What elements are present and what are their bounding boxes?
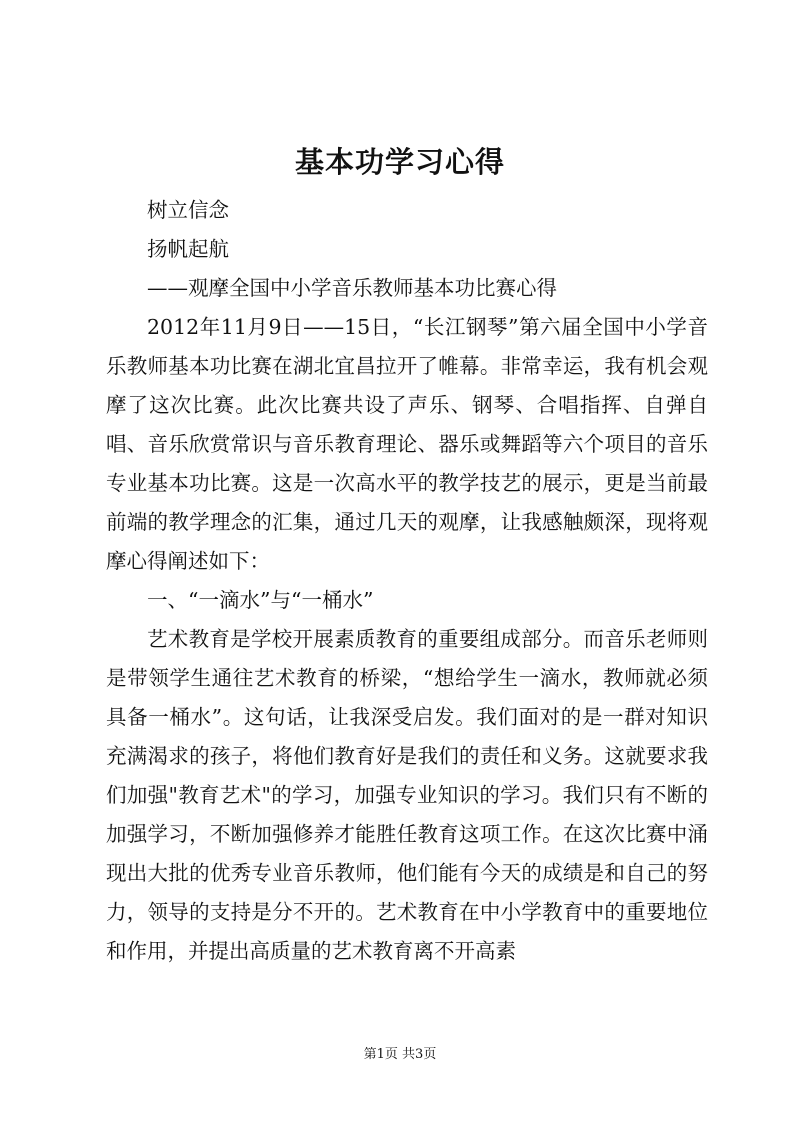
subtitle-line-3: ——观摩全国中小学音乐教师基本功比赛心得 (147, 276, 557, 300)
subtitle-line-1: 树立信念 (147, 198, 229, 222)
section-heading: 一、“一滴水”与“一桶水” (147, 588, 374, 612)
body-paragraph: 艺术教育是学校开展素质教育的重要组成部分。而音乐老师则是带领学生通往艺术教育的桥梁，“想给学生一滴水，教师就必须具备一桶水”。这句话，让我深受启发。我们面对的是一群对知识充满渴求的孩子，将他们教育好是我们的责任和义务。这就要求我们加强"教育艺术"的学习，加强专业知识的学习。我们只有不断的加强学习，不断加强修养才能胜任教育这项工作。在这次比赛中涌现出大批的优秀专业音乐教师，他们能有今天的成绩是和自己的努力，领导的支持是分不开的。艺术教育在中小学教育中的重要地位和作用，并提出高质量的艺术教育离不开高素 (106, 627, 708, 963)
page-title: 基本功学习心得 (294, 145, 505, 179)
document-body (106, 191, 708, 971)
page-number: 第1页 共3页 (363, 1047, 437, 1062)
body-paragraph: 2012年11月9日——15日，“长江钢琴”第六届全国中小学音乐教师基本功比赛在湖北宜昌拉开了帷幕。非常幸运，我有机会观摩了这次比赛。此次比赛共设了声乐、钢琴、合唱指挥、自弹自唱、音乐欣赏常识与音乐教育理论、器乐或舞蹈等六个项目的音乐专业基本功比赛。这是一次高水平的教学技艺的展示，更是当前最前端的教学理念的汇集，通过几天的观摩，让我感触颇深，现将观摩心得阐述如下： (106, 315, 708, 573)
subtitle-line-2: 扬帆起航 (147, 237, 229, 261)
